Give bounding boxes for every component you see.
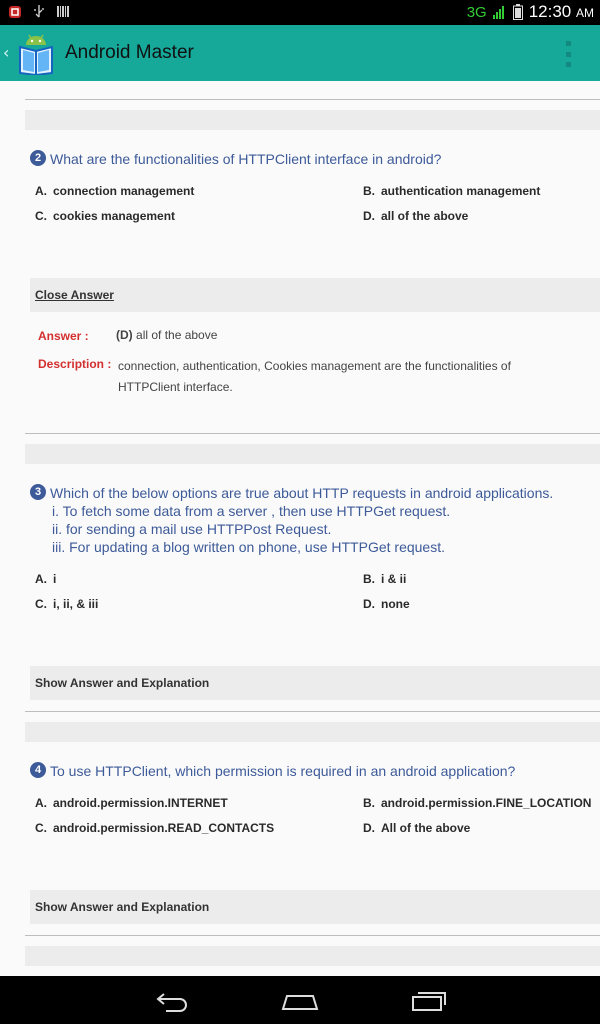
question-number-badge: 4 — [30, 762, 46, 778]
option-letter: C. — [35, 597, 47, 611]
divider — [25, 711, 600, 712]
option-text: none — [381, 597, 410, 611]
option-b[interactable] — [363, 572, 406, 586]
clock-ampm: AM — [576, 6, 594, 20]
option-c[interactable] — [35, 597, 98, 611]
option-b[interactable] — [363, 796, 591, 810]
answer-text: all of the above — [136, 328, 218, 342]
action-bar — [0, 25, 600, 81]
status-bar — [0, 0, 600, 25]
show-answer-button[interactable] — [30, 666, 600, 700]
question-line: i. To fetch some data from a server , then use HTTPGet request. — [52, 503, 451, 520]
option-letter: A. — [35, 184, 47, 198]
option-text: android.permission.FINE_LOCATION — [381, 796, 592, 810]
close-answer-label: Close Answer — [35, 288, 114, 302]
option-a[interactable] — [35, 796, 228, 810]
show-answer-label: Show Answer and Explanation — [35, 676, 210, 690]
option-letter: D. — [363, 209, 375, 223]
description-text — [118, 356, 511, 398]
description-line: connection, authentication, Cookies management are the functionalities of — [118, 359, 511, 373]
description-line: HTTPClient interface. — [118, 380, 233, 394]
notification-icon — [8, 4, 22, 19]
home-icon[interactable] — [281, 988, 319, 1012]
option-text: android.permission.READ_CONTACTS — [53, 821, 275, 835]
overflow-dot — [566, 41, 571, 46]
question-separator — [25, 444, 600, 464]
option-b[interactable] — [363, 184, 540, 198]
question-4-text — [30, 762, 515, 780]
option-text: all of the above — [381, 209, 469, 223]
option-letter: A. — [35, 572, 47, 586]
question-line: To use HTTPClient, which permission is required in an android application? — [50, 763, 516, 779]
question-line: iii. For updating a blog written on phone, use HTTPGet request. — [52, 539, 445, 556]
question-line: ii. for sending a mail use HTTPPost Request. — [52, 521, 332, 538]
option-letter: B. — [363, 796, 375, 810]
network-type: 3G — [466, 3, 487, 21]
show-answer-label: Show Answer and Explanation — [35, 900, 210, 914]
option-letter: D. — [363, 821, 375, 835]
question-line: What are the functionalities of HTTPClient interface in android? — [50, 151, 442, 167]
navigation-bar — [0, 976, 600, 1024]
back-icon[interactable] — [154, 988, 190, 1012]
option-text: cookies management — [53, 209, 176, 223]
overflow-menu-icon[interactable] — [566, 41, 574, 67]
option-d[interactable] — [363, 209, 468, 223]
recents-icon[interactable] — [410, 988, 448, 1012]
option-letter: D. — [363, 597, 375, 611]
option-letter: C. — [35, 821, 47, 835]
question-2-text — [30, 150, 441, 168]
question-separator — [25, 722, 600, 742]
option-text: connection management — [53, 184, 195, 198]
option-d[interactable] — [363, 597, 410, 611]
option-d[interactable] — [363, 821, 470, 835]
usb-icon — [32, 4, 46, 19]
description-label: Description : — [38, 357, 112, 371]
answer-letter: (D) — [116, 328, 133, 342]
up-chevron-icon[interactable]: ‹ — [3, 43, 10, 62]
option-text: authentication management — [381, 184, 541, 198]
option-text: i — [53, 572, 57, 586]
option-letter: C. — [35, 209, 47, 223]
option-a[interactable] — [35, 572, 56, 586]
option-c[interactable] — [35, 209, 175, 223]
divider — [25, 99, 600, 100]
barcode-icon — [56, 4, 70, 19]
overflow-dot — [566, 52, 571, 57]
option-text: All of the above — [381, 821, 471, 835]
option-a[interactable] — [35, 184, 194, 198]
divider — [25, 433, 600, 434]
show-answer-button[interactable] — [30, 890, 600, 924]
question-number-badge: 2 — [30, 150, 46, 166]
question-list[interactable] — [0, 81, 600, 976]
answer-value — [116, 325, 217, 346]
option-text: android.permission.INTERNET — [53, 796, 228, 810]
clock — [529, 2, 594, 22]
question-3-text — [30, 484, 553, 556]
divider — [25, 935, 600, 936]
question-separator — [25, 946, 600, 966]
clock-time: 12:30 — [528, 2, 572, 21]
option-c[interactable] — [35, 821, 274, 835]
option-letter: B. — [363, 572, 375, 586]
close-answer-button[interactable] — [30, 278, 600, 312]
option-letter: A. — [35, 796, 47, 810]
app-title: Android Master — [65, 42, 194, 63]
signal-icon — [493, 5, 507, 19]
android-book-icon[interactable] — [16, 31, 56, 75]
status-right-area — [467, 2, 594, 22]
battery-icon — [513, 4, 523, 20]
option-letter: B. — [363, 184, 375, 198]
question-line: Which of the below options are true about HTTP requests in android applications. — [50, 485, 554, 501]
status-left-icons — [8, 4, 70, 19]
option-text: i & ii — [381, 572, 407, 586]
option-text: i, ii, & iii — [53, 597, 99, 611]
overflow-dot — [566, 62, 571, 67]
question-separator — [25, 110, 600, 130]
question-number-badge: 3 — [30, 484, 46, 500]
answer-label: Answer : — [38, 329, 89, 343]
